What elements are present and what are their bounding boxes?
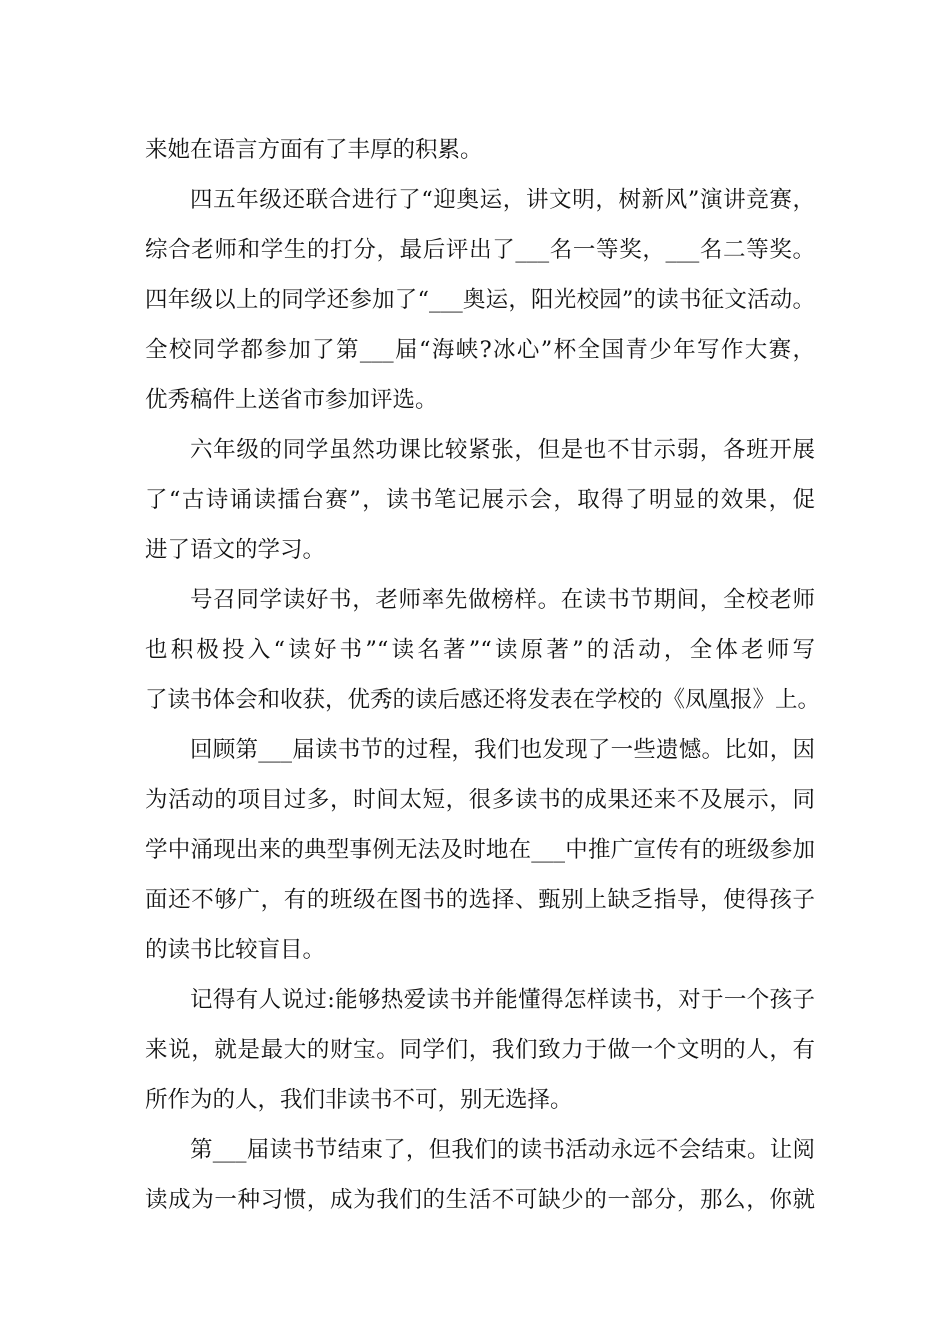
text-line-14: 为活动的项目过多，时间太短，很多读书的成果还来不及展示，同 (145, 787, 815, 813)
text-line-10: 号召同学读好书，老师率先做榜样。在读书节期间，全校老师 (190, 587, 815, 613)
text-line-20: 所作为的人，我们非读书不可，别无选择。 (145, 1087, 573, 1113)
text-line-18: 记得有人说过:能够热爱读书并能懂得怎样读书，对于一个孩子 (190, 987, 815, 1013)
text-line-11: 也积极投入“读好书”“读名著”“读原著”的活动，全体老师写 (145, 637, 815, 663)
text-line-21: 第___届读书节结束了，但我们的读书活动永远不会结束。让阅 (190, 1137, 815, 1163)
text-line-12: 了读书体会和收获，优秀的读后感还将发表在学校的《凤凰报》上。 (145, 687, 821, 713)
text-line-9: 进了语文的学习。 (145, 537, 326, 563)
text-line-5: 全校同学都参加了第___届“海峡?冰心”杯全国青少年写作大赛， (145, 337, 815, 363)
text-line-7: 六年级的同学虽然功课比较紧张，但是也不甘示弱，各班开展 (190, 437, 815, 463)
text-line-17: 的读书比较盲目。 (145, 937, 326, 963)
text-line-13: 回顾第___届读书节的过程，我们也发现了一些遗憾。比如，因 (190, 737, 815, 763)
text-line-15: 学中涌现出来的典型事例无法及时地在___中推广宣传有的班级参加 (145, 837, 815, 863)
text-line-1: 来她在语言方面有了丰厚的积累。 (145, 137, 483, 163)
text-line-3: 综合老师和学生的打分，最后评出了___名一等奖，___名二等奖。 (145, 237, 815, 263)
text-line-4: 四年级以上的同学还参加了“___奥运，阳光校园”的读书征文活动。 (145, 287, 815, 313)
text-line-8: 了“古诗诵读擂台赛”，读书笔记展示会，取得了明显的效果，促 (145, 487, 815, 513)
text-line-19: 来说，就是最大的财宝。同学们，我们致力于做一个文明的人，有 (145, 1037, 815, 1063)
text-line-22: 读成为一种习惯，成为我们的生活不可缺少的一部分，那么，你就 (145, 1187, 815, 1213)
text-line-16: 面还不够广，有的班级在图书的选择、甄别上缺乏指导，使得孩子 (145, 887, 815, 913)
text-line-6: 优秀稿件上送省市参加评选。 (145, 387, 438, 413)
text-line-2: 四五年级还联合进行了“迎奥运，讲文明，树新风”演讲竞赛， (190, 187, 815, 213)
